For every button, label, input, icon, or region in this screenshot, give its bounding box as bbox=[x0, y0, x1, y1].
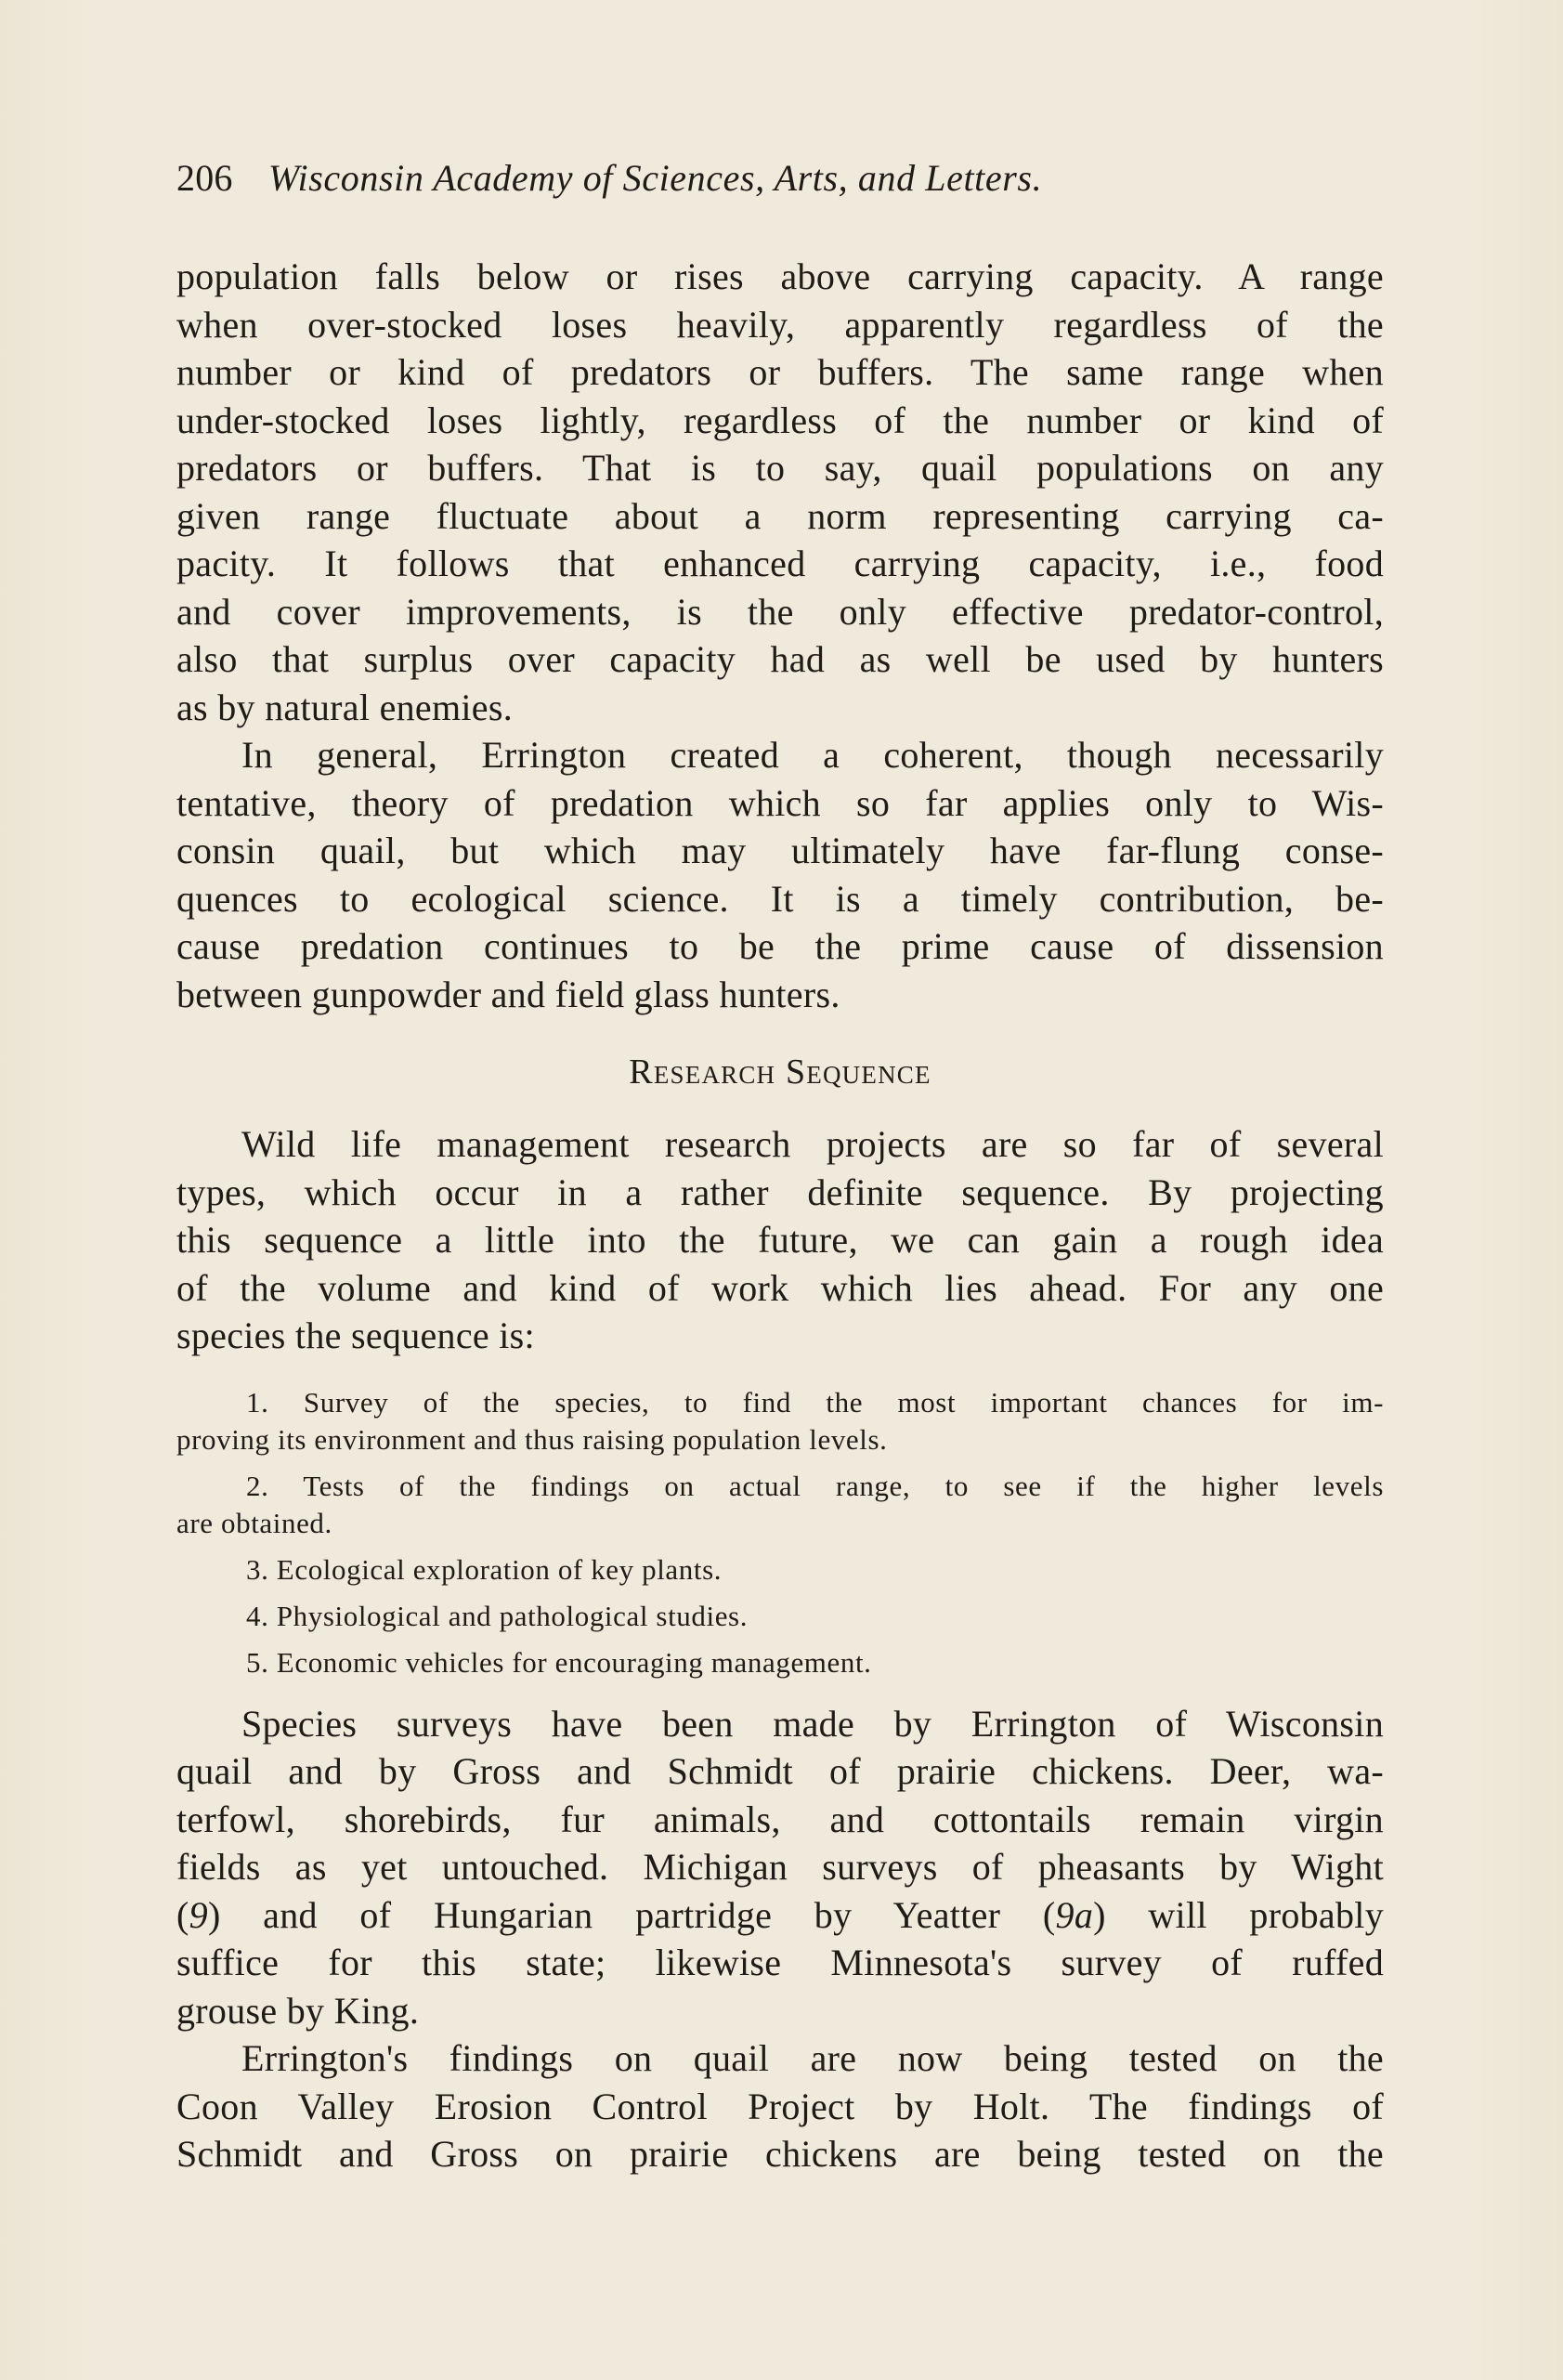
text-line: In general, Errington created a coherent, though necessarily bbox=[241, 734, 1384, 776]
text-line: suffice for this state; likewise Minnesota's survey of ruffed bbox=[176, 1942, 1384, 1983]
running-header bbox=[176, 156, 1042, 200]
citation-ref: 9a bbox=[1055, 1893, 1094, 1936]
text-fragment: ) will probably bbox=[1093, 1893, 1384, 1936]
text-line: of the volume and kind of work which lies ahead. For any one bbox=[176, 1266, 1384, 1309]
text-line: and cover improvements, is the only effective predator-control, bbox=[176, 590, 1384, 633]
text-line: predators or buffers. That is to say, quail populations on any bbox=[176, 447, 1384, 489]
list-line: 2. Tests of the findings on actual range, to see if the higher levels bbox=[246, 1469, 1384, 1502]
list-line: 1. Survey of the species, to find the most important chances for im- bbox=[246, 1385, 1384, 1419]
list-item bbox=[176, 1644, 1384, 1681]
text-line-with-citations bbox=[176, 1891, 1384, 1940]
text-line: cause predation continues to be the prime cause of dissension bbox=[176, 925, 1384, 967]
text-line: as by natural enemies. bbox=[176, 686, 514, 728]
text-line: pacity. It follows that enhanced carrying capacity, i.e., food bbox=[176, 543, 1384, 584]
text-line: consin quail, but which may ultimately have far-flung conse- bbox=[176, 830, 1384, 871]
text-line: when over-stocked loses heavily, apparently regardless of the bbox=[176, 303, 1384, 346]
list-item bbox=[176, 1551, 1384, 1589]
running-title: Wisconsin Academy of Sciences, Arts, and Letters. bbox=[267, 157, 1043, 199]
list-line: 5. Economic vehicles for encouraging management. bbox=[246, 1645, 872, 1679]
section-heading: Research Sequence bbox=[629, 1053, 931, 1092]
list-item bbox=[176, 1384, 1384, 1458]
text-line: Coon Valley Erosion Control Project by Holt. The findings of bbox=[176, 2085, 1384, 2127]
paragraph-2 bbox=[176, 731, 1384, 1018]
text-line: quences to ecological science. It is a timely contribution, be- bbox=[176, 877, 1384, 920]
text-line: species the sequence is: bbox=[176, 1314, 535, 1356]
list-item bbox=[176, 1598, 1384, 1635]
text-line: Species surveys have been made by Errington of Wisconsin bbox=[241, 1702, 1384, 1745]
page-number: 206 bbox=[176, 157, 233, 199]
page-body bbox=[176, 253, 1384, 2178]
text-line: under-stocked loses lightly, regardless of the number or kind of bbox=[176, 399, 1384, 441]
list-line: 4. Physiological and pathological studies. bbox=[246, 1599, 749, 1632]
paragraph-3 bbox=[176, 1120, 1384, 1360]
text-line: Wild life management research projects are so far of several bbox=[241, 1123, 1384, 1165]
paragraph-4 bbox=[176, 1700, 1384, 2035]
text-line: terfowl, shorebirds, fur animals, and cottontails remain virgin bbox=[176, 1798, 1384, 1840]
text-line: number or kind of predators or buffers. The same range when bbox=[176, 351, 1384, 393]
citation-ref: 9 bbox=[189, 1893, 208, 1936]
text-line: Errington's findings on quail are now being tested on the bbox=[241, 2037, 1384, 2079]
list-line: are obtained. bbox=[176, 1506, 332, 1539]
text-line: population falls below or rises above carrying capacity. A range bbox=[176, 255, 1384, 297]
paragraph-5 bbox=[176, 2034, 1384, 2178]
text-line: types, which occur in a rather definite sequence. By projecting bbox=[176, 1170, 1384, 1213]
text-fragment: ) and of Hungarian partridge by Yeatter ( bbox=[207, 1893, 1056, 1936]
text-line: tentative, theory of predation which so far applies only to Wis- bbox=[176, 781, 1384, 824]
text-line: between gunpowder and field glass hunters. bbox=[176, 973, 840, 1015]
text-line: fields as yet untouched. Michigan surveys of pheasants by Wight bbox=[176, 1846, 1384, 1888]
text-line: given range fluctuate about a norm representing carrying ca- bbox=[176, 494, 1384, 537]
text-line: quail and by Gross and Schmidt of prairie chickens. Deer, wa- bbox=[176, 1750, 1384, 1792]
list-line: 3. Ecological exploration of key plants. bbox=[246, 1552, 723, 1586]
list-line: proving its environment and thus raising population levels. bbox=[176, 1422, 888, 1456]
text-line: grouse by King. bbox=[176, 1989, 420, 2032]
paragraph-1 bbox=[176, 253, 1384, 731]
text-line: also that surplus over capacity had as well be used by hunters bbox=[176, 638, 1384, 680]
sequence-list bbox=[176, 1384, 1384, 1681]
text-fragment: ( bbox=[176, 1893, 189, 1936]
list-item bbox=[176, 1468, 1384, 1542]
text-line: Schmidt and Gross on prairie chickens are being tested on the bbox=[176, 2133, 1384, 2175]
text-line: this sequence a little into the future, we can gain a rough idea bbox=[176, 1219, 1384, 1261]
